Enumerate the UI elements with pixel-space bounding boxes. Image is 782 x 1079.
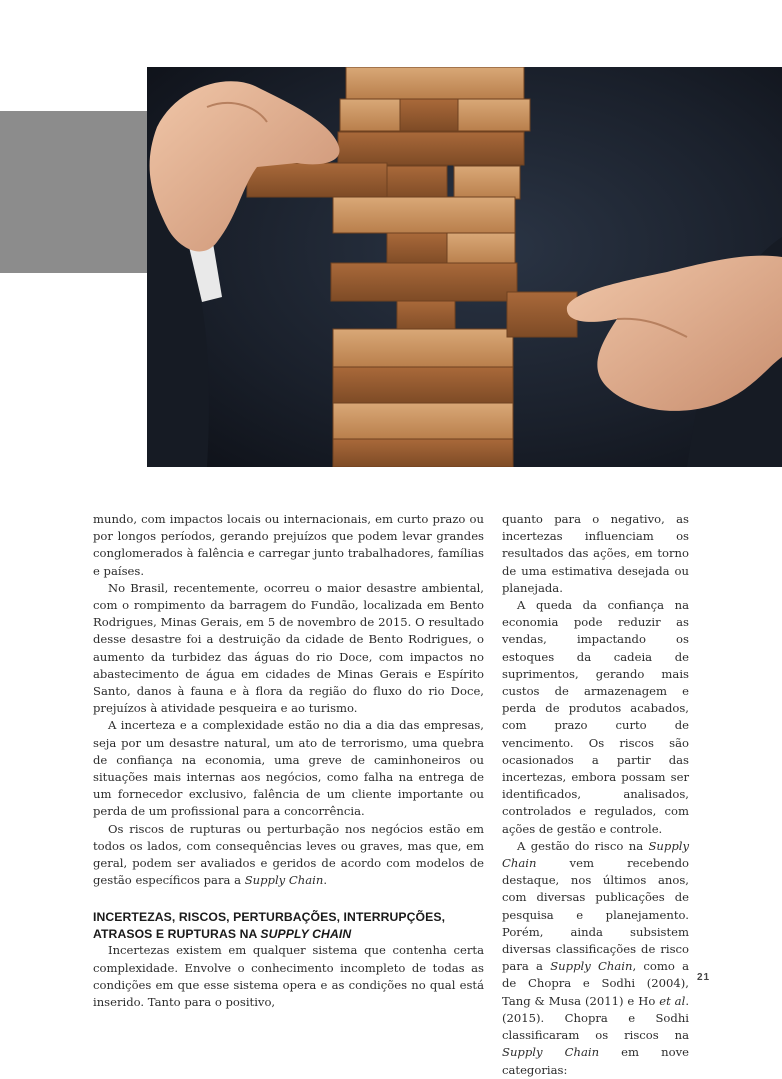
supply-chain-term: Supply Chain (502, 1045, 600, 1060)
paragraph: mundo, com impactos locais ou internacionais, em curto prazo ou por longos períodos, gerando prejuízos que podem levar grandes conglomerados à falência e carregar junto trabalhadores, famílias e países. (93, 512, 484, 578)
et-al-term: et al (659, 993, 686, 1008)
text-run: A gestão do risco na (517, 838, 649, 853)
paragraph: A queda da confiança na economia pode reduzir as vendas, impactando os estoques da cadeia de suprimentos, gerando mais custos de armazenagem e perda de produtos acabados, com prazo curto de vencimento. Os riscos são ocasionados a partir das incertezas, embora possam ser identificados, analisados, controlados e regulados, com ações de gestão e controle. (502, 598, 689, 836)
gray-accent-block (0, 111, 147, 273)
heading-text: INCERTEZAS, RISCOS, PERTURBAÇÕES, INTERRUPÇÕES, ATRASOS E RUPTURAS NA (93, 910, 446, 941)
heading-term: SUPPLY CHAIN (260, 926, 352, 941)
jenga-tower-photo (147, 67, 782, 467)
paragraph: No Brasil, recentemente, ocorreu o maior desastre ambiental, com o rompimento da barragem do Fundão, localizada em Bento Rodrigues, Minas Gerais, em 5 de novembro de 2015. O resultado desse desastre foi a destruição da cidade de Bento Rodrigues, o aumento da turbidez das águas do rio Doce, com impactos no abastecimento de água em cidades de Minas Gerais e Espírito Santo, danos à fauna e à flora da região do fluxo do rio Doce, prejuízos à atividade pesqueira e ao turismo. (93, 580, 484, 716)
paragraph: Incertezas existem em qualquer sistema que contenha certa complexidade. Envolve o conhecimento incompleto de todas as condições em que esse sistema opera e as condições no qual está inserido. Tanto para o positivo, (93, 943, 484, 1010)
paragraph: A incerteza e a complexidade estão no dia a dia das empresas, seja por um desastre natural, um ato de terrorismo, uma quebra de confiança na economia, uma greve de caminhoneiros ou situações mais internas aos negócios, como falha na entrega de um fornecedor exclusivo, falência de um cliente importante ou perda de um profissional para a concorrência. (93, 718, 484, 819)
supply-chain-term: Supply Chain (502, 838, 689, 871)
section-heading (93, 909, 484, 942)
text-run: . (2015). Chopra e Sodhi classificaram os riscos na (502, 993, 689, 1043)
text-run: . (323, 873, 327, 888)
text-run: vem recebendo destaque, nos últimos anos, com diversas publicações de pesquisa e planejamento. Porém, ainda subsistem diversas classificações de risco para a (502, 856, 689, 974)
page-number: 21 (697, 972, 711, 983)
paragraph (93, 821, 484, 890)
right-column (502, 511, 689, 1079)
supply-chain-term: Supply Chain (244, 873, 324, 888)
supply-chain-term: Supply Chain (550, 959, 633, 974)
text-run: , como a de Chopra e Sodhi (2004), Tang & Musa (2011) e Ho (502, 959, 690, 1008)
paragraph: quanto para o negativo, as incertezas influenciam os resultados das ações, em torno de uma estimativa desejada ou planejada. (502, 512, 689, 595)
paragraph (502, 838, 689, 1079)
text-run: em nove categorias: (502, 1045, 689, 1077)
text-run: Os riscos de rupturas ou perturbação nos negócios estão em todos os lados, com consequências leves ou graves, mas que, em geral, podem ser avaliados e geridos de acordo com modelos de gestão específicos para a (93, 821, 484, 888)
left-column (93, 511, 484, 1011)
